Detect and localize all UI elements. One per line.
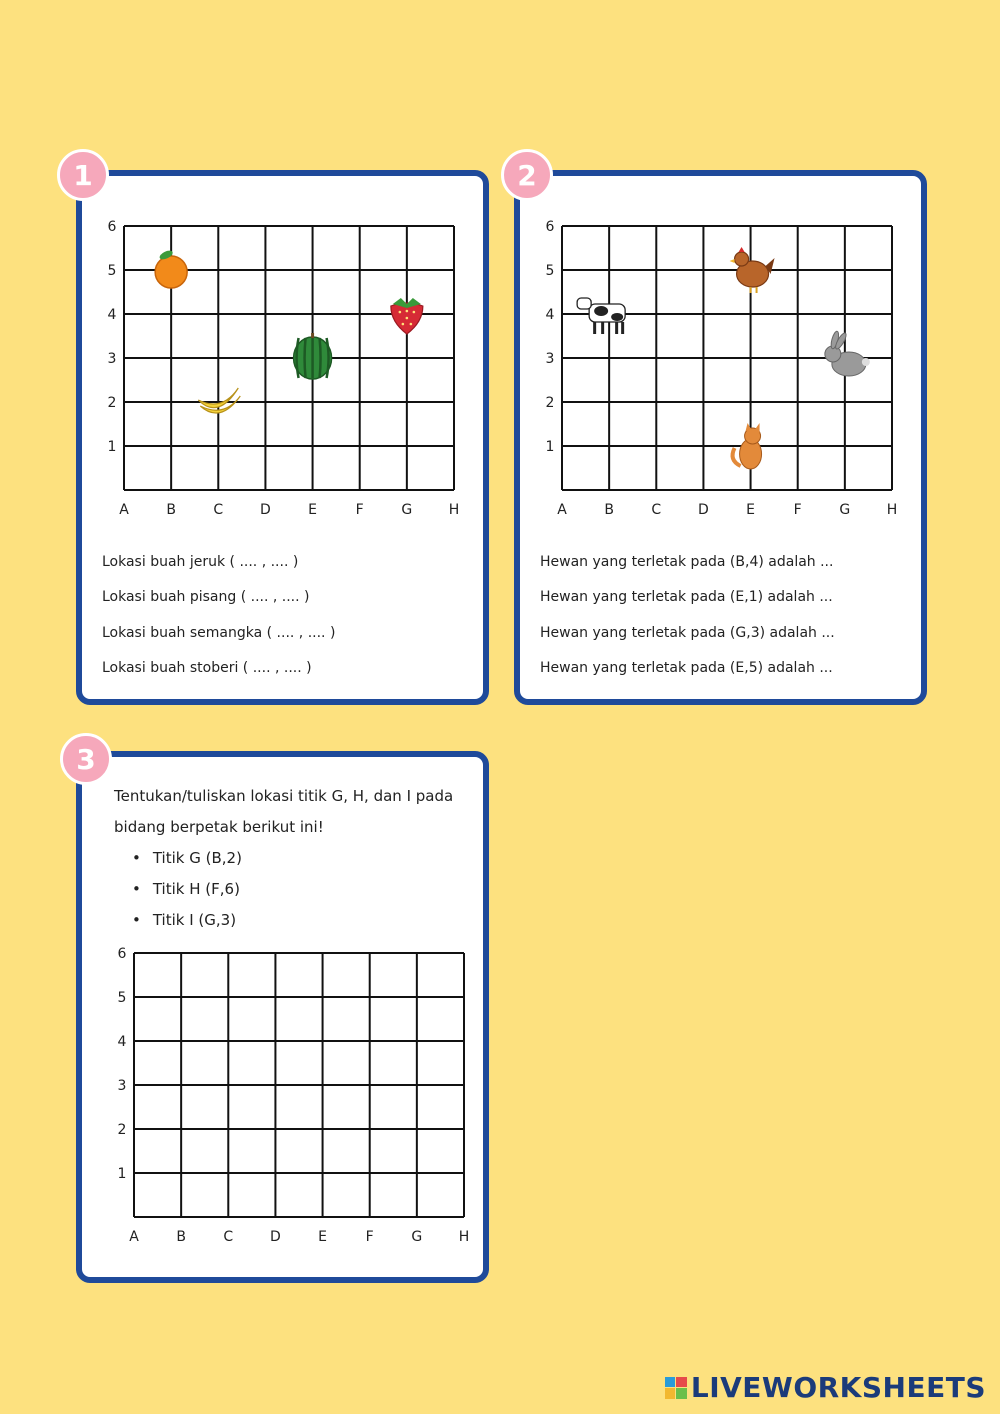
x-tick-label: B	[604, 502, 614, 518]
point-i: • Titik I (G,3)	[132, 905, 242, 936]
point-list	[132, 843, 242, 936]
y-tick-label: 3	[107, 351, 117, 367]
y-tick-label: 1	[107, 439, 117, 455]
y-tick-label: 5	[107, 263, 117, 279]
question-e5: Hewan yang terletak pada (E,5) adalah ...	[540, 660, 833, 676]
exercise-card-2	[514, 170, 927, 705]
grid-svg-1	[104, 216, 474, 516]
exercise-number-badge-3: 3	[60, 733, 112, 785]
coordinate-grid-2	[542, 216, 912, 516]
y-tick-label: 2	[117, 1122, 127, 1138]
y-tick-label: 3	[545, 351, 555, 367]
y-tick-label: 6	[107, 219, 117, 235]
x-tick-label: A	[119, 502, 129, 518]
y-tick-label: 5	[545, 263, 555, 279]
point-g: • Titik G (B,2)	[132, 843, 242, 874]
rabbit-icon	[825, 331, 870, 376]
y-tick-label: 4	[117, 1034, 127, 1050]
liveworksheets-logo-icon	[665, 1377, 687, 1399]
y-tick-label: 4	[107, 307, 117, 323]
x-tick-label: F	[793, 502, 802, 518]
question-strawberry: Lokasi buah stoberi ( .... , .... )	[102, 660, 312, 676]
question-banana: Lokasi buah pisang ( .... , .... )	[102, 589, 310, 605]
grid-svg-2	[542, 216, 912, 516]
brand-name: LIVEWORKSHEETS	[690, 1371, 986, 1404]
y-tick-label: 2	[545, 395, 555, 411]
y-tick-label: 6	[545, 219, 555, 235]
y-tick-label: 1	[117, 1166, 127, 1182]
x-tick-label: H	[448, 502, 460, 518]
x-tick-label: A	[129, 1229, 139, 1245]
x-tick-label: G	[839, 502, 851, 518]
x-tick-label: C	[223, 1229, 234, 1245]
question-g3: Hewan yang terletak pada (G,3) adalah ...	[540, 625, 835, 641]
x-tick-label: A	[557, 502, 567, 518]
point-h: • Titik H (F,6)	[132, 874, 242, 905]
cow-icon	[577, 298, 625, 334]
y-tick-label: 4	[545, 307, 555, 323]
question-watermelon: Lokasi buah semangka ( .... , .... )	[102, 625, 336, 641]
y-tick-label: 6	[117, 946, 127, 962]
watermelon-icon	[294, 333, 332, 379]
grid-svg-3[interactable]	[114, 943, 484, 1243]
x-tick-label: E	[308, 502, 318, 518]
exercise-number-badge-1: 1	[57, 149, 109, 201]
x-tick-label: D	[270, 1229, 281, 1245]
question-b4: Hewan yang terletak pada (B,4) adalah ...	[540, 554, 834, 570]
x-tick-label: D	[698, 502, 709, 518]
x-tick-label: H	[886, 502, 898, 518]
x-tick-label: B	[166, 502, 176, 518]
y-tick-label: 3	[117, 1078, 127, 1094]
x-tick-label: F	[355, 502, 364, 518]
x-tick-label: E	[746, 502, 756, 518]
strawberry-icon	[391, 298, 423, 334]
exercise-card-3	[76, 751, 489, 1283]
x-tick-label: G	[401, 502, 413, 518]
grid-lines	[134, 953, 464, 1217]
instruction-text: Tentukan/tuliskan lokasi titik G, H, dan I pada bidang berpetak berikut ini!	[114, 787, 454, 836]
x-tick-label: C	[213, 502, 224, 518]
y-tick-label: 5	[117, 990, 127, 1006]
x-tick-label: D	[260, 502, 271, 518]
orange-icon	[155, 249, 187, 288]
liveworksheets-logo	[665, 1371, 986, 1404]
coordinate-grid-3[interactable]	[114, 943, 484, 1243]
coordinate-grid-1	[104, 216, 474, 516]
x-tick-label: G	[411, 1229, 423, 1245]
x-tick-label: C	[651, 502, 662, 518]
question-e1: Hewan yang terletak pada (E,1) adalah ...	[540, 589, 833, 605]
x-tick-label: B	[176, 1229, 186, 1245]
y-tick-label: 2	[107, 395, 117, 411]
exercise-number-badge-2: 2	[501, 149, 553, 201]
question-orange: Lokasi buah jeruk ( .... , .... )	[102, 554, 299, 570]
y-tick-label: 1	[545, 439, 555, 455]
x-tick-label: E	[318, 1229, 328, 1245]
x-tick-label: H	[458, 1229, 470, 1245]
x-tick-label: F	[365, 1229, 374, 1245]
exercise-card-1	[76, 170, 489, 705]
